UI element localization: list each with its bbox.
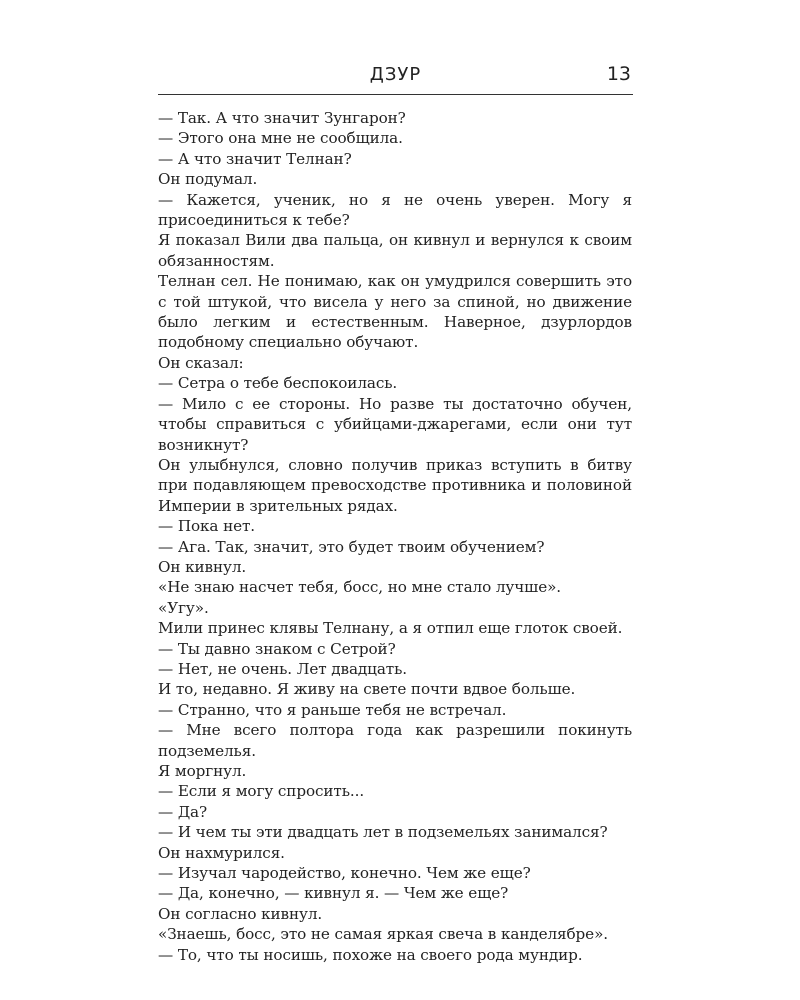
paragraph: — И чем ты эти двадцать лет в подземельях занимался?: [158, 823, 608, 842]
paragraph: — Ты давно знаком с Сетрой?: [158, 639, 396, 658]
paragraph: Он улыбнулся, словно получив приказ вступить в битву при подавляющем превосходстве противника и половиной Империи в зрительных рядах.: [158, 455, 632, 515]
paragraph: — Странно, что я раньше тебя не встречал.: [158, 700, 507, 719]
paragraph: Я показал Вили два пальца, он кивнул и вернулся к своим обязанностям.: [158, 231, 632, 270]
running-title: ДЗУР: [369, 64, 422, 85]
paragraph: — Кажется, ученик, но я не очень уверен. Могу я присоединиться к тебе?: [158, 190, 632, 230]
paragraph: «Не знаю насчет тебя, босс, но мне стало лучше».: [158, 578, 562, 597]
paragraph: — То, что ты носишь, похоже на своего рода мундир.: [158, 945, 583, 964]
paragraph: — Мне всего полтора года как разрешили покинуть подземелья.: [158, 721, 632, 760]
paragraph: — Изучал чародейство, конечно. Чем же еще?: [158, 864, 531, 883]
paragraph: — Мило с ее стороны. Но разве ты достаточно обучен, чтобы справиться с убийцами-джарегами, если они тут возникнут?: [158, 394, 632, 454]
paragraph: — Нет, не очень. Лет двадцать.: [158, 659, 407, 678]
paragraph: — Если я могу спросить...: [158, 782, 365, 801]
paragraph: — Так. А что значит Зунгарон?: [158, 109, 406, 127]
paragraph: — Этого она мне не сообщила.: [158, 129, 403, 148]
running-head: [158, 62, 633, 95]
body-text: [158, 108, 632, 965]
paragraph: Я моргнул.: [158, 762, 247, 780]
paragraph: Он нахмурился.: [158, 843, 285, 862]
paragraph: Он сказал:: [158, 353, 244, 372]
paragraph: Он согласно кивнул.: [158, 904, 323, 923]
paragraph: И то, недавно. Я живу на свете почти вдвое больше.: [158, 680, 576, 699]
page-number: 13: [606, 63, 631, 85]
paragraph: — А что значит Телнан?: [158, 149, 352, 168]
paragraph: — Ага. Так, значит, это будет твоим обучением?: [158, 537, 545, 556]
paragraph: — Да?: [158, 802, 208, 821]
paragraph: — Сетра о тебе беспокоилась.: [158, 374, 398, 393]
paragraph: «Угу».: [158, 598, 209, 617]
paragraph: Телнан сел. Не понимаю, как он умудрился совершить это с той штукой, что висела у него за спиной, но движение было легким и естественным. Наверное, дзурлордов подобному специально обучают.: [158, 272, 632, 352]
paragraph: — Пока нет.: [158, 517, 256, 536]
paragraph: Он кивнул.: [158, 557, 247, 576]
paragraph: «Знаешь, босс, это не самая яркая свеча в канделябре».: [158, 925, 608, 944]
paragraph: — Да, конечно, — кивнул я. — Чем же еще?: [158, 884, 509, 903]
paragraph: Он подумал.: [158, 170, 258, 189]
paragraph: Мили принес клявы Телнану, а я отпил еще глоток своей.: [158, 619, 623, 638]
